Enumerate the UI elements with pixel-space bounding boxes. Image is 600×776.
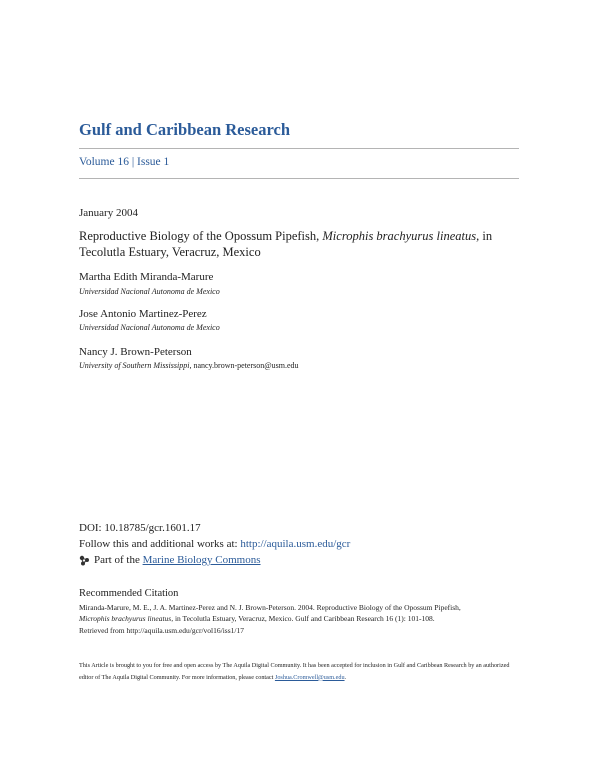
access-notice-text: This Article is brought to you for free and open access by The Aquila Digital Community. It has been accepted for inclusion in Gulf and Caribbean Research by an authorized editor of The Aquila Digital Community. For more information, please contact: [79, 662, 510, 681]
issue-divider: [79, 178, 519, 179]
issue-breadcrumb: [79, 156, 169, 168]
article-title: [79, 229, 519, 260]
author-name[interactable]: Martha Edith Miranda-Marure: [79, 271, 214, 283]
citation-line1: Miranda-Marure, M. E., J. A. Martinez-Perez and N. J. Brown-Peterson. 2004. Reproductive Biology of the Opossum Pipefish,: [79, 603, 461, 612]
article-title-text: Reproductive Biology of the Opossum Pipefish,: [79, 229, 323, 243]
collection-link[interactable]: http://aquila.usm.edu/gcr: [240, 538, 351, 550]
part-of-label: Part of the: [94, 554, 140, 566]
author-affiliation: [79, 287, 220, 296]
author-affiliation: [79, 361, 299, 370]
follow-label: Follow this and additional works at:: [79, 538, 241, 550]
commons-network-icon: [79, 555, 90, 566]
author-name[interactable]: Jose Antonio Martinez-Perez: [79, 308, 207, 320]
author-affiliation: [79, 323, 220, 332]
author-name[interactable]: Nancy J. Brown-Peterson: [79, 346, 192, 358]
access-notice-end: .: [344, 673, 347, 681]
citation-text: [79, 602, 519, 636]
recommended-citation-heading: Recommended Citation: [79, 588, 179, 599]
volume-link[interactable]: Volume 16: [79, 156, 129, 168]
issue-link[interactable]: Issue 1: [137, 156, 170, 168]
citation-line2: in Tecolutla Estuary, Veracruz, Mexico. Gulf and Caribbean Research 16 (1): 101-108.: [173, 614, 435, 624]
affiliation-text: University of Southern Mississippi: [79, 361, 190, 370]
citation-retrieved: Retrieved from http://aquila.usm.edu/gcr/vol16/iss1/17: [79, 625, 244, 635]
follow-line: [79, 538, 350, 550]
access-notice: [79, 660, 519, 683]
author-email[interactable]: , nancy.brown-peterson@usm.edu: [189, 361, 299, 370]
affiliation-text: Universidad Nacional Autonoma de Mexico: [79, 323, 220, 332]
doi: DOI: 10.18785/gcr.1601.17: [79, 522, 201, 534]
species-name: Microphis brachyurus lineatus,: [322, 229, 480, 243]
contact-email-link[interactable]: Joshua.Cromwell@usm.edu: [274, 673, 345, 681]
breadcrumb-separator: |: [131, 156, 135, 168]
affiliation-text: Universidad Nacional Autonoma de Mexico: [79, 287, 220, 296]
publication-date: January 2004: [79, 207, 138, 219]
citation-species: Microphis brachyurus lineatus,: [79, 614, 174, 624]
marine-biology-commons-link[interactable]: Marine Biology Commons: [142, 554, 261, 566]
top-divider: [79, 148, 519, 149]
article-title-rest: in Tecolutla Estuary, Veracruz, Mexico: [79, 229, 493, 259]
part-of-line: [79, 554, 261, 566]
journal-title[interactable]: Gulf and Caribbean Research: [79, 120, 291, 139]
